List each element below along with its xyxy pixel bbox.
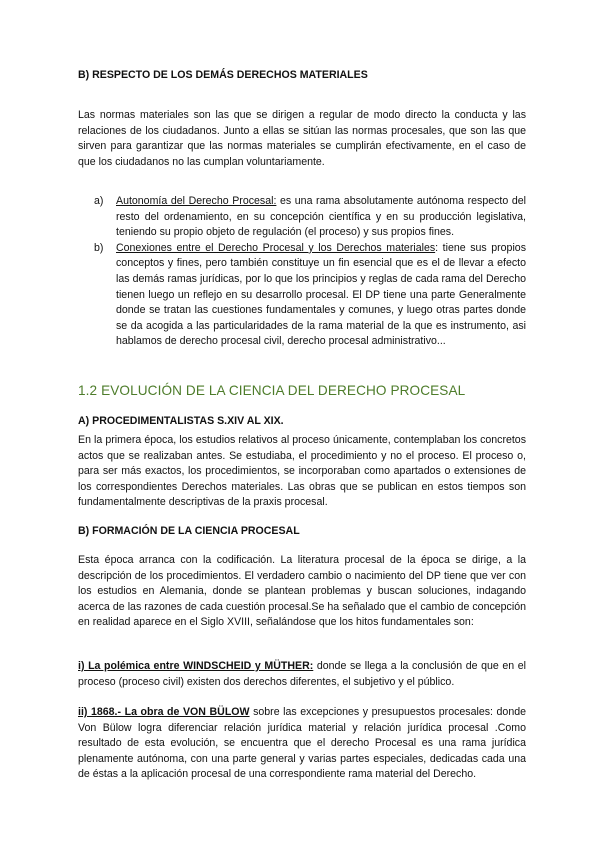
paragraph-hito-ii bbox=[78, 705, 526, 783]
list-autonomia-conexiones bbox=[94, 194, 526, 350]
paragraph-procedimentalistas: En la primera época, los estudios relativos al proceso únicamente, contemplaban los concretos actos que se realizaban antes. Se estudiaba, el procedimiento y no el proceso. El proceso o, para ser más exactos, los procedimientos, se incorporaban como apartados o extensiones de los correspondientes Derechos materiales. Las obras que se publican en estos tiempos son fundamentalmente descriptivas de la praxis procesal. bbox=[78, 434, 526, 509]
list-item-title: Autonomía del Derecho Procesal: bbox=[116, 195, 277, 207]
paragraph-hito-i bbox=[78, 659, 526, 690]
hito-i-text: donde se llega a la conclusión de que en el proceso (proceso civil) existen dos derechos diferentes, el subjetivo y el público. bbox=[78, 660, 526, 688]
hito-i-title: i) La polémica entre WINDSCHEID y MÜTHER: bbox=[78, 660, 314, 672]
section-heading-evolucion: 1.2 EVOLUCIÓN DE LA CIENCIA DEL DERECHO PROCESAL bbox=[78, 383, 466, 398]
heading-procedimentalistas: A) PROCEDIMENTALISTAS S.XIV AL XIX. bbox=[78, 415, 284, 427]
heading-formacion-ciencia-procesal: B) FORMACIÓN DE LA CIENCIA PROCESAL bbox=[78, 525, 300, 537]
heading-b-derechos-materiales: B) RESPECTO DE LOS DEMÁS DERECHOS MATERIALES bbox=[78, 69, 368, 81]
list-item-title: Conexiones entre el Derecho Procesal y los Derechos materiales bbox=[116, 241, 436, 254]
list-item-text: : tiene sus propios conceptos y fines, pero también constituye un fin esencial que es el de llevar a efecto las demás ramas jurídicas, por lo que los principios y reglas de cada rama del Derecho tienen luego un reflejo en su desarrollo procesal. El DP tiene una parte Generalmente donde se tratan las cuestiones fundamentales y comunes, y luego otras partes donde se da acogida a las particularidades de la rama material de la que es instrumento, asi hablamos de derecho procesal civil, derecho procesal administrativo... bbox=[116, 241, 526, 348]
list-item-b bbox=[94, 241, 526, 350]
list-item-a bbox=[94, 194, 526, 241]
paragraph-formacion: Esta época arranca con la codificación. La literatura procesal de la época se dirige, a la descripción de los procedimientos. El verdadero cambio o nacimiento del DP tiene que ver con los estudios en Alemania, donde se plantean problemas y buscan soluciones, indagando acerca de las razones de cada cuestión procesal.Se ha señalado que el cambio de concepción en realidad aparece en el Siglo XVIII, señalándose que los hitos fundamentales son: bbox=[78, 554, 526, 629]
hito-ii-text: sobre las excepciones y presupuestos procesales: donde Von Bülow logra diferenciar relación jurídica material y relación jurídica procesal .Como resultado de esta evolución, se encuentra que el derecho Procesal es una rama jurídica plenamente autónoma, con una parte general y varias partes especiales, dedicadas cada una de éstas a la aplicación procesal de una correspondiente rama material del Derecho. bbox=[78, 706, 526, 781]
list-item-text: es una rama absolutamente autónoma respecto del resto del ordenamiento, en su concepción científica y en su producción legislativa, teniendo su propio objeto de regulación (el proceso) y sus propios fines. bbox=[116, 195, 526, 239]
list-marker: b) bbox=[94, 241, 104, 254]
list-marker: a) bbox=[94, 195, 104, 207]
paragraph-normas-materiales: Las normas materiales son las que se dirigen a regular de modo directo la conducta y las relaciones de los ciudadanos. Junto a ellas se sitúan las normas procesales, que son las que sirven para garantizar que las normas materiales se cumplirán efectivamente, en el caso de que los ciudadanos no las cumplan voluntariamente. bbox=[78, 109, 526, 168]
hito-ii-title: ii) 1868.- La obra de VON BÜLOW bbox=[78, 706, 250, 718]
